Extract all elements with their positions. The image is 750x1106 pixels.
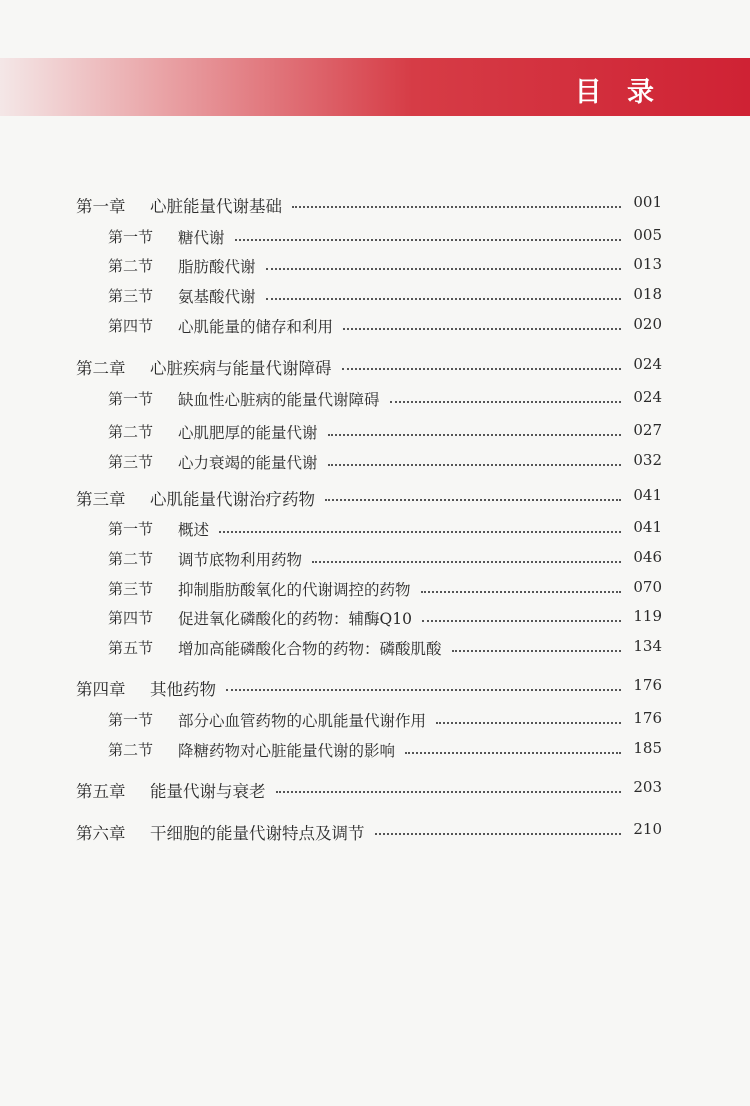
dot-leader <box>343 328 621 330</box>
dot-leader <box>405 752 621 754</box>
toc-section-row <box>0 518 750 544</box>
dot-leader <box>266 268 621 270</box>
section-title: 增加高能磷酸化合物的药物：磷酸肌酸 <box>178 640 442 658</box>
toc-section-row <box>0 548 750 574</box>
section-number: 第一节 <box>108 228 154 246</box>
dot-leader <box>390 401 621 403</box>
dot-leader <box>276 791 621 793</box>
section-title: 调节底物利用药物 <box>178 551 303 569</box>
chapter-number: 第一章 <box>76 197 126 216</box>
section-number: 第二节 <box>108 423 154 441</box>
page-number: 001 <box>633 193 662 211</box>
page-number: 032 <box>633 451 662 469</box>
chapter-number: 第五章 <box>76 782 126 801</box>
section-number: 第三节 <box>108 287 154 305</box>
section-title: 氨基酸代谢 <box>178 288 256 306</box>
toc-section-row <box>0 315 750 341</box>
section-number: 第一节 <box>108 520 154 538</box>
dot-leader <box>422 620 621 622</box>
section-title: 部分心血管药物的心肌能量代谢作用 <box>178 712 427 730</box>
chapter-number: 第四章 <box>76 680 126 699</box>
chapter-title: 其他药物 <box>150 680 216 699</box>
section-title: 抑制脂肪酸氧化的代谢调控的药物 <box>178 581 411 599</box>
toc-section-row <box>0 739 750 765</box>
dot-leader <box>325 499 621 501</box>
page-number: 070 <box>633 578 662 596</box>
page-number: 024 <box>633 388 662 406</box>
section-number: 第三节 <box>108 453 154 471</box>
chapter-number: 第二章 <box>76 359 126 378</box>
section-number: 第二节 <box>108 550 154 568</box>
dot-leader <box>292 206 621 208</box>
dot-leader <box>421 591 621 593</box>
page-number: 176 <box>633 709 662 727</box>
page-title: 目 录 <box>574 77 662 108</box>
section-title: 降糖药物对心脏能量代谢的影响 <box>178 742 396 760</box>
page-number: 046 <box>633 548 662 566</box>
page-number: 176 <box>633 676 662 694</box>
page-number: 119 <box>633 607 662 625</box>
section-title: 概述 <box>178 521 210 539</box>
toc-section-row <box>0 255 750 281</box>
section-title: 心肌肥厚的能量代谢 <box>178 424 318 442</box>
toc-section-row <box>0 451 750 477</box>
section-number: 第一节 <box>108 711 154 729</box>
dot-leader <box>375 833 621 835</box>
page-number: 203 <box>633 778 662 796</box>
dot-leader <box>226 689 621 691</box>
page-number: 018 <box>633 285 662 303</box>
toc-chapter-row <box>0 676 750 702</box>
section-number: 第四节 <box>108 317 154 335</box>
section-title: 糖代谢 <box>178 229 225 247</box>
section-number: 第一节 <box>108 390 154 408</box>
page-number: 041 <box>633 518 662 536</box>
section-title: 缺血性心脏病的能量代谢障碍 <box>178 391 380 409</box>
dot-leader <box>312 561 621 563</box>
page-number: 134 <box>633 637 662 655</box>
page-number: 020 <box>633 315 662 333</box>
dot-leader <box>452 650 621 652</box>
dot-leader <box>328 434 621 436</box>
section-number: 第二节 <box>108 257 154 275</box>
dot-leader <box>235 239 621 241</box>
toc-section-row <box>0 607 750 633</box>
page-number: 185 <box>633 739 662 757</box>
section-title: 脂肪酸代谢 <box>178 258 256 276</box>
dot-leader <box>266 298 621 300</box>
toc-section-row <box>0 637 750 663</box>
toc-section-row <box>0 388 750 414</box>
toc-section-row <box>0 578 750 604</box>
page-number: 005 <box>633 226 662 244</box>
page-number: 027 <box>633 421 662 439</box>
chapter-title: 干细胞的能量代谢特点及调节 <box>150 824 365 843</box>
section-number: 第三节 <box>108 580 154 598</box>
dot-leader <box>342 368 621 370</box>
toc-section-row <box>0 709 750 735</box>
dot-leader <box>436 722 621 724</box>
page-number: 041 <box>633 486 662 504</box>
chapter-number: 第三章 <box>76 490 126 509</box>
toc-chapter-row <box>0 486 750 512</box>
toc-chapter-row <box>0 820 750 846</box>
dot-leader <box>328 464 621 466</box>
section-title: 促进氧化磷酸化的药物：辅酶Q10 <box>178 610 412 628</box>
dot-leader <box>219 531 621 533</box>
section-number: 第二节 <box>108 741 154 759</box>
page-number: 024 <box>633 355 662 373</box>
chapter-title: 心肌能量代谢治疗药物 <box>150 490 315 509</box>
section-number: 第四节 <box>108 609 154 627</box>
toc-section-row <box>0 421 750 447</box>
chapter-title: 心脏能量代谢基础 <box>150 197 282 216</box>
toc-chapter-row <box>0 778 750 804</box>
toc-chapter-row <box>0 355 750 381</box>
chapter-number: 第六章 <box>76 824 126 843</box>
chapter-title: 心脏疾病与能量代谢障碍 <box>150 359 332 378</box>
section-title: 心力衰竭的能量代谢 <box>178 454 318 472</box>
chapter-title: 能量代谢与衰老 <box>150 782 266 801</box>
section-number: 第五节 <box>108 639 154 657</box>
page-number: 210 <box>633 820 662 838</box>
section-title: 心肌能量的储存和利用 <box>178 318 334 336</box>
toc-chapter-row <box>0 193 750 219</box>
toc-section-row <box>0 226 750 252</box>
page-number: 013 <box>633 255 662 273</box>
toc-section-row <box>0 285 750 311</box>
